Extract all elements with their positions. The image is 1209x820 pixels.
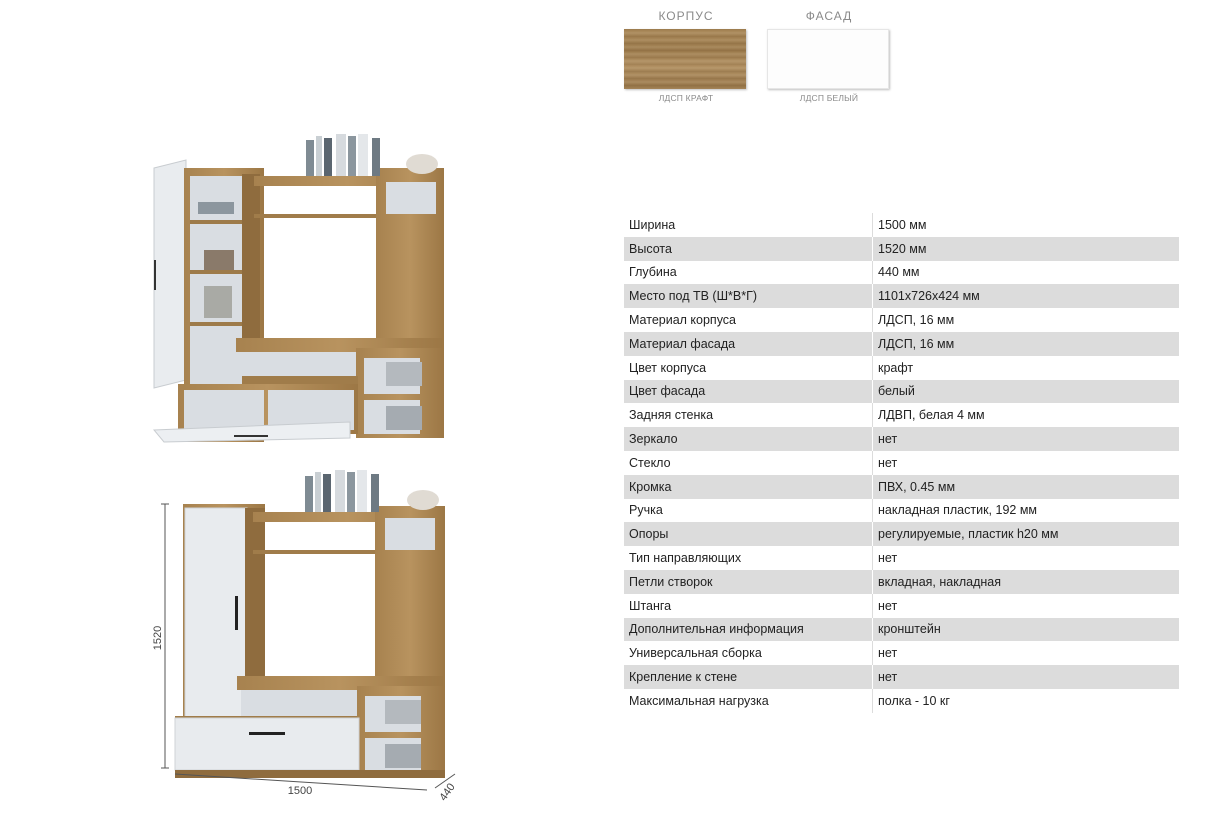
spec-value: полка - 10 кг: [878, 693, 950, 708]
spec-value: нет: [878, 646, 898, 661]
spec-value: крафт: [878, 360, 914, 375]
spec-value: 1520 мм: [873, 237, 1180, 261]
spec-value: накладная пластик, 192 мм: [878, 503, 1038, 518]
swatch-korpus-title: КОРПУС: [658, 9, 714, 23]
spec-label: Высота: [624, 237, 873, 261]
spec-row: [624, 689, 1179, 713]
dimension-depth: 440: [437, 781, 458, 804]
spec-value: нет: [878, 455, 898, 470]
spec-label: Петли створок: [624, 570, 873, 594]
spec-label: Ширина: [624, 213, 873, 237]
spec-value: белый: [873, 380, 1180, 404]
spec-row: [624, 308, 1179, 332]
spec-label: Крепление к стене: [624, 665, 873, 689]
spec-row: [624, 403, 1179, 427]
swatch-fasad: [767, 8, 891, 103]
spec-value: ЛДСП, 16 мм: [878, 313, 955, 328]
swatch-fasad-title: ФАСАД: [805, 9, 853, 23]
spec-label: Материал корпуса: [624, 308, 873, 332]
spec-row: [624, 618, 1179, 642]
specs-table: [624, 213, 1179, 713]
spec-row: [624, 427, 1179, 451]
spec-label: Стекло: [624, 451, 873, 475]
spec-label: Универсальная сборка: [624, 641, 873, 665]
spec-label: Цвет корпуса: [624, 356, 873, 380]
spec-row: [624, 237, 1179, 261]
spec-row: [624, 284, 1179, 308]
spec-row: [624, 475, 1179, 499]
spec-label: Задняя стенка: [624, 403, 873, 427]
spec-label: Материал фасада: [624, 332, 873, 356]
spec-value: 1101х726х424 мм: [873, 284, 1180, 308]
spec-label: Кромка: [624, 475, 873, 499]
spec-label: Максимальная нагрузка: [624, 689, 873, 713]
spec-value: кронштейн: [873, 618, 1180, 642]
spec-label: Место под ТВ (Ш*В*Г): [624, 284, 873, 308]
dimension-width: 1500: [287, 785, 313, 797]
spec-row: [624, 546, 1179, 570]
spec-label: Тип направляющих: [624, 546, 873, 570]
spec-row: [624, 499, 1179, 523]
spec-row: [624, 213, 1179, 237]
spec-row: [624, 356, 1179, 380]
spec-row: [624, 665, 1179, 689]
spec-row: [624, 594, 1179, 618]
spec-label: Опоры: [624, 522, 873, 546]
dimension-height: 1520: [152, 625, 164, 651]
swatch-korpus-sample: [624, 29, 746, 89]
spec-value: ЛДСП, 16 мм: [873, 332, 1180, 356]
spec-row: [624, 451, 1179, 475]
spec-row: [624, 380, 1179, 404]
spec-label: Штанга: [624, 594, 873, 618]
spec-value: нет: [873, 427, 1180, 451]
swatch-fasad-caption: ЛДСП БЕЛЫЙ: [799, 93, 859, 103]
spec-row: [624, 641, 1179, 665]
product-image-dimensions: [145, 468, 475, 808]
spec-value: 1500 мм: [878, 217, 927, 232]
spec-label: Ручка: [624, 499, 873, 523]
spec-value: нет: [878, 598, 898, 613]
spec-row: [624, 522, 1179, 546]
spec-row: [624, 570, 1179, 594]
product-image-open: [150, 130, 450, 450]
spec-value: вкладная, накладная: [873, 570, 1180, 594]
spec-label: Глубина: [624, 261, 873, 285]
spec-label: Зеркало: [624, 427, 873, 451]
spec-value: ЛДВП, белая 4 мм: [878, 408, 985, 423]
spec-row: [624, 332, 1179, 356]
spec-value: нет: [878, 551, 898, 566]
swatch-fasad-sample: [767, 29, 889, 89]
spec-value: регулируемые, пластик h20 мм: [873, 522, 1180, 546]
spec-value: нет: [873, 665, 1180, 689]
swatch-korpus-caption: ЛДСП КРАФТ: [658, 93, 714, 103]
spec-row: [624, 261, 1179, 285]
spec-value: ПВХ, 0.45 мм: [873, 475, 1180, 499]
spec-value: 440 мм: [878, 265, 920, 280]
spec-label: Цвет фасада: [624, 380, 873, 404]
spec-label: Дополнительная информация: [624, 618, 873, 642]
swatch-korpus: [624, 8, 748, 103]
